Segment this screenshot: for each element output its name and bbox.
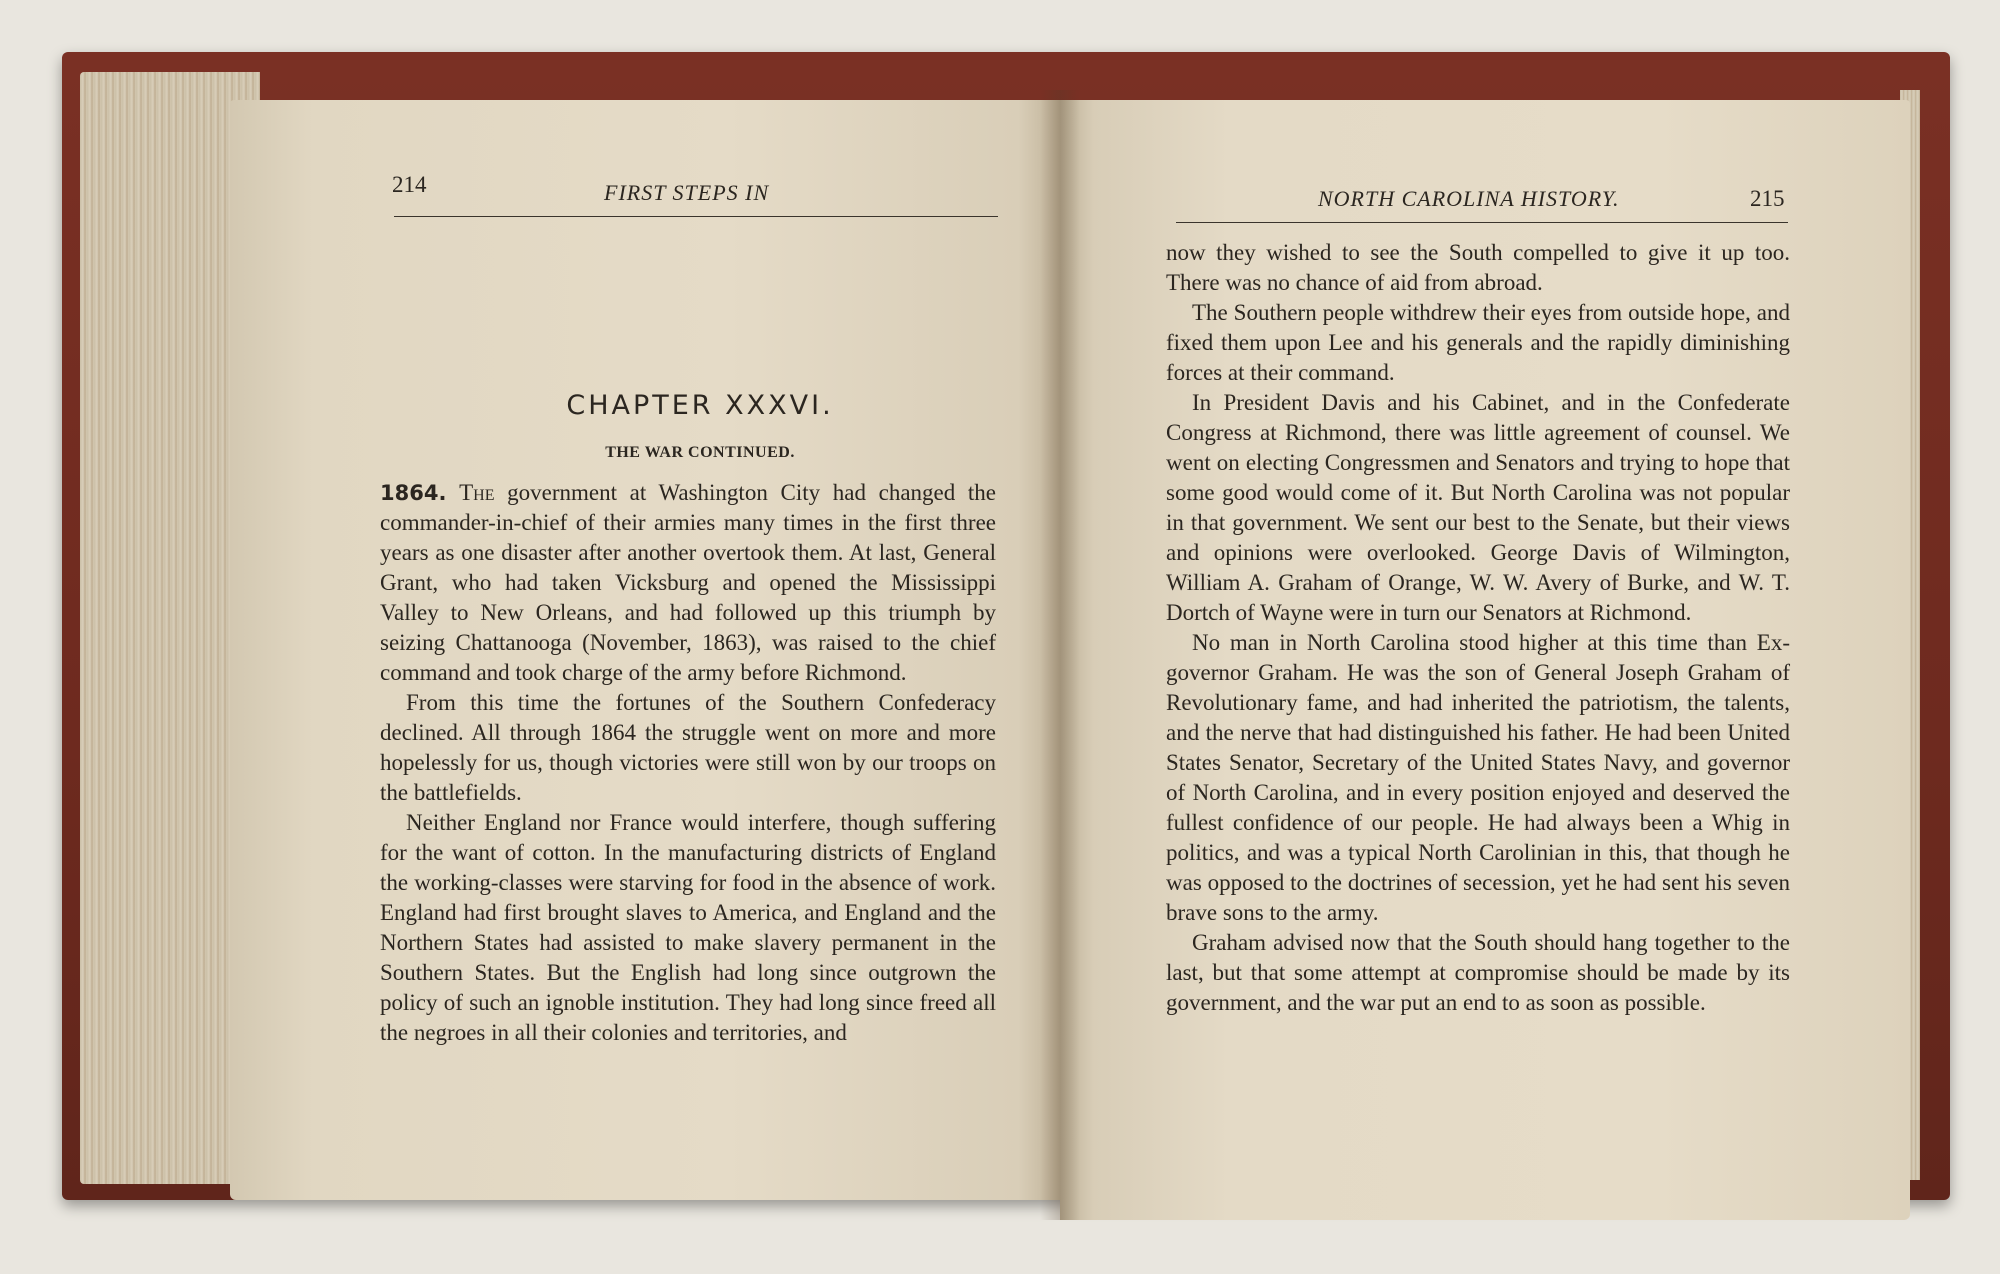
- right-paragraph-5: Graham advised now that the South should hang together to the last, but that some attempt at compromise should be made by its government, and the war put an end to as soon as possible.: [1166, 930, 1790, 1015]
- left-header-rule: [394, 216, 998, 217]
- book-gutter: [1040, 90, 1080, 1220]
- left-paragraph-1-text: government at Washington City had changed the commander-in-chief of their armies many times in the first three years as one disaster after another overtook them. At last, General Grant, who had taken Vicksburg and opened the Mississippi Valley to New Orleans, and had followed up this triumph by seizing Chattanooga (November, 1863), was raised to the chief command and took charge of the army before Richmond.: [380, 480, 997, 685]
- right-paragraph-1: now they wished to see the South compelled to give it up too. There was no chance of aid from abroad.: [1166, 240, 1790, 295]
- right-header-rule: [1176, 222, 1788, 223]
- right-page-body: [1166, 238, 1790, 1018]
- chapter-title: CHAPTER XXXVI.: [566, 390, 834, 421]
- left-running-head: FIRST STEPS IN: [604, 180, 770, 205]
- right-page-number: 215: [1750, 186, 1785, 211]
- right-paragraph-4: No man in North Carolina stood higher at this time than Ex-governor Graham. He was the son of General Joseph Graham of Revolutionary fame, and had inherited the patriotism, the talents, and the nerve that had distinguished his father. He had been United States Senator, Secretary of the United States Navy, and governor of North Carolina, and in every position enjoyed and deserved the fullest confidence of our people. He had always been a Whig in politics, and was a typical North Carolinian in this, that though he was opposed to the doctrines of secession, yet he had sent his seven brave sons to the army.: [1166, 630, 1790, 925]
- paragraph-lead-word: The: [459, 480, 495, 505]
- left-paragraph-1: [380, 478, 996, 688]
- left-paragraph-2: From this time the fortunes of the Southern Confederacy declined. All through 1864 the struggle went on more and more hopelessly for us, though victories were still won by our troops on the battlefields.: [380, 690, 996, 805]
- left-page-body: [380, 478, 996, 1048]
- right-paragraph-2: The Southern people withdrew their eyes from outside hope, and fixed them upon Lee and his generals and the rapidly diminishing forces at their command.: [1166, 300, 1790, 385]
- chapter-subtitle: THE WAR CONTINUED.: [605, 444, 795, 461]
- year-marker: 1864.: [380, 481, 447, 505]
- left-paragraph-3: Neither England nor France would interfere, though suffering for the want of cotton. In the manufacturing districts of England the working-classes were starving for food in the absence of work. England had first brought slaves to America, and England and the Northern States had assisted to make slavery permanent in the Southern States. But the English had long since outgrown the policy of such an ignoble institution. They had long since freed all the negroes in all their colonies and territories, and: [380, 810, 996, 1045]
- right-running-head: NORTH CAROLINA HISTORY.: [1318, 186, 1620, 211]
- left-page-number: 214: [392, 172, 427, 197]
- right-paragraph-3: In President Davis and his Cabinet, and in the Confederate Congress at Richmond, there was little agreement of counsel. We went on electing Congressmen and Senators and trying to hope that some good would come of it. But North Carolina was not popular in that government. We sent our best to the Senate, but their views and opinions were overlooked. George Davis of Wilmington, William A. Graham of Orange, W. W. Avery of Burke, and W. T. Dortch of Wayne were in turn our Senators at Richmond.: [1166, 390, 1790, 625]
